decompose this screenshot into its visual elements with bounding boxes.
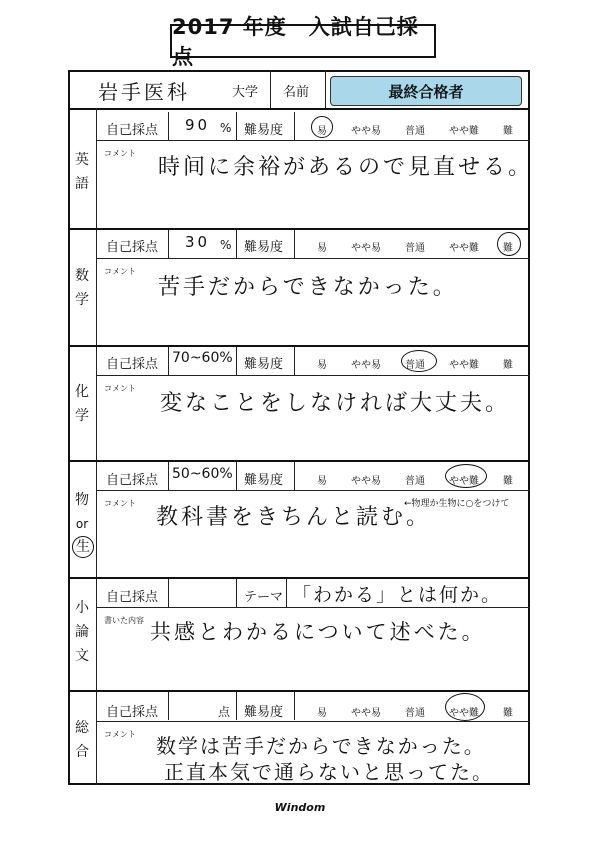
university-suffix: 大学: [232, 85, 259, 100]
divider: [294, 112, 295, 140]
math-comment: 苦手だからできなかった。: [158, 275, 458, 300]
difficulty-somewhat-easy: やや易: [351, 476, 381, 487]
divider: [294, 692, 295, 720]
divider: [325, 70, 326, 108]
difficulty-hard: 難: [503, 360, 513, 371]
self-score-label: 自己採点: [106, 123, 159, 138]
subject-label-essay: [72, 596, 92, 668]
divider: [294, 347, 295, 375]
chemistry-score: 70~60%: [172, 350, 233, 366]
divider: [236, 692, 237, 720]
difficulty-somewhat-hard: やや難: [449, 476, 479, 487]
difficulty-circle-mark: [311, 116, 333, 138]
difficulty-easy: 易: [317, 708, 327, 719]
subject-label-chemistry: [72, 380, 92, 428]
subject-char: 学: [75, 292, 89, 308]
divider: [168, 692, 169, 720]
difficulty-easy: 易: [317, 360, 327, 371]
difficulty-normal: 普通: [405, 243, 425, 254]
difficulty-hard: 難: [503, 708, 513, 719]
divider: [96, 607, 530, 608]
divider: [96, 490, 530, 491]
difficulty-somewhat-easy: やや易: [351, 126, 381, 137]
university-name: 岩手医科: [98, 80, 190, 104]
divider: [68, 460, 530, 462]
difficulty-somewhat-hard: やや難: [449, 708, 479, 719]
footer-brand: Windom: [274, 801, 326, 814]
theme-label: テーマ: [244, 590, 284, 605]
difficulty-normal: 普通: [405, 126, 425, 137]
subject-char: 物: [75, 492, 89, 508]
difficulty-normal: 普通: [405, 476, 425, 487]
name-label: 名前: [283, 85, 310, 100]
subject-char: 化: [75, 384, 89, 400]
english-score: 90: [185, 116, 211, 134]
subject-label-english: [72, 148, 92, 196]
divider: [96, 721, 530, 722]
difficulty-normal: 普通: [405, 360, 425, 371]
difficulty-label: 難易度: [244, 240, 284, 255]
subject-char: or: [75, 517, 89, 531]
divider: [270, 70, 271, 108]
point-label: 点: [218, 705, 231, 719]
subject-char: 小: [75, 600, 89, 616]
subject-note: ←物理か生物に○をつけて: [404, 499, 510, 509]
difficulty-circle-mark: [401, 350, 437, 372]
difficulty-easy: 易: [317, 126, 327, 137]
difficulty-somewhat-easy: やや易: [351, 243, 381, 254]
divider: [168, 112, 169, 140]
difficulty-somewhat-hard: やや難: [449, 126, 479, 137]
difficulty-label: 難易度: [244, 473, 284, 488]
subject-char: 数: [75, 268, 89, 284]
name-badge: 最終合格者: [330, 76, 522, 106]
subject-char: 学: [75, 408, 89, 424]
divider: [168, 462, 169, 490]
percent-sign: %: [220, 121, 232, 135]
comment-label: コメント: [104, 384, 136, 393]
self-score-label: 自己採点: [106, 473, 159, 488]
essay-theme: 「わかる」とは何か。: [292, 584, 503, 606]
self-score-label: 自己採点: [106, 357, 159, 372]
page-title: 2017 年度 入試自己採点: [170, 24, 436, 58]
difficulty-easy: 易: [317, 476, 327, 487]
divider: [68, 345, 530, 347]
written-content-label: 書いた内容: [104, 616, 144, 625]
divider: [96, 258, 530, 259]
self-score-label: 自己採点: [106, 705, 159, 720]
overall-comment-line1: 数学は苦手だからできなかった。: [156, 734, 486, 758]
difficulty-somewhat-easy: やや易: [351, 708, 381, 719]
divider: [286, 579, 287, 607]
subject-char: 総: [75, 720, 89, 736]
english-comment: 時间に余裕があるので見直せる。: [158, 155, 534, 180]
divider: [294, 230, 295, 258]
overall-comment-line2: 正直本気で通らないと思ってた。: [164, 760, 494, 784]
divider: [96, 108, 97, 785]
divider: [236, 462, 237, 490]
subject-char: 生: [72, 536, 94, 558]
subject-label-physics-or-biology: [72, 488, 92, 558]
divider: [96, 140, 530, 141]
difficulty-somewhat-hard: やや難: [449, 360, 479, 371]
difficulty-hard: 難: [503, 243, 513, 254]
divider: [96, 375, 530, 376]
divider: [236, 579, 237, 607]
divider: [68, 690, 530, 692]
difficulty-circle-mark: [445, 693, 485, 721]
subject-char: 論: [75, 624, 89, 640]
self-score-label: 自己採点: [106, 590, 159, 605]
comment-label: コメント: [104, 149, 136, 158]
difficulty-somewhat-hard: やや難: [449, 243, 479, 254]
divider: [68, 577, 530, 579]
difficulty-hard: 難: [503, 476, 513, 487]
divider: [168, 579, 169, 607]
science-score: 50~60%: [172, 466, 233, 482]
difficulty-somewhat-easy: やや易: [351, 360, 381, 371]
subject-char: 合: [75, 744, 89, 760]
difficulty-normal: 普通: [405, 708, 425, 719]
subject-char: 文: [75, 648, 89, 664]
difficulty-label: 難易度: [244, 123, 284, 138]
divider: [294, 462, 295, 490]
subject-char: 英: [75, 152, 89, 168]
difficulty-label: 難易度: [244, 705, 284, 720]
divider: [236, 230, 237, 258]
difficulty-easy: 易: [317, 243, 327, 254]
divider: [68, 108, 530, 110]
difficulty-circle-mark: [497, 232, 521, 256]
self-score-label: 自己採点: [106, 240, 159, 255]
divider: [236, 112, 237, 140]
divider: [168, 230, 169, 258]
subject-char: 語: [75, 176, 89, 192]
difficulty-label: 難易度: [244, 357, 284, 372]
science-comment: 教科書をきちんと読む。: [156, 505, 432, 530]
percent-sign: %: [220, 238, 232, 252]
divider: [236, 347, 237, 375]
divider: [68, 228, 530, 230]
comment-label: コメント: [104, 730, 136, 739]
chemistry-comment: 変なことをしなければ大丈夫。: [160, 391, 511, 416]
subject-label-math: [72, 264, 92, 312]
difficulty-hard: 難: [503, 126, 513, 137]
comment-label: コメント: [104, 267, 136, 276]
essay-written-content: 共感とわかるについて述べた。: [150, 620, 486, 644]
comment-label: コメント: [104, 499, 136, 508]
divider: [168, 347, 169, 375]
difficulty-circle-mark: [445, 464, 487, 488]
subject-label-overall: [72, 716, 92, 764]
math-score: 30: [185, 233, 211, 251]
